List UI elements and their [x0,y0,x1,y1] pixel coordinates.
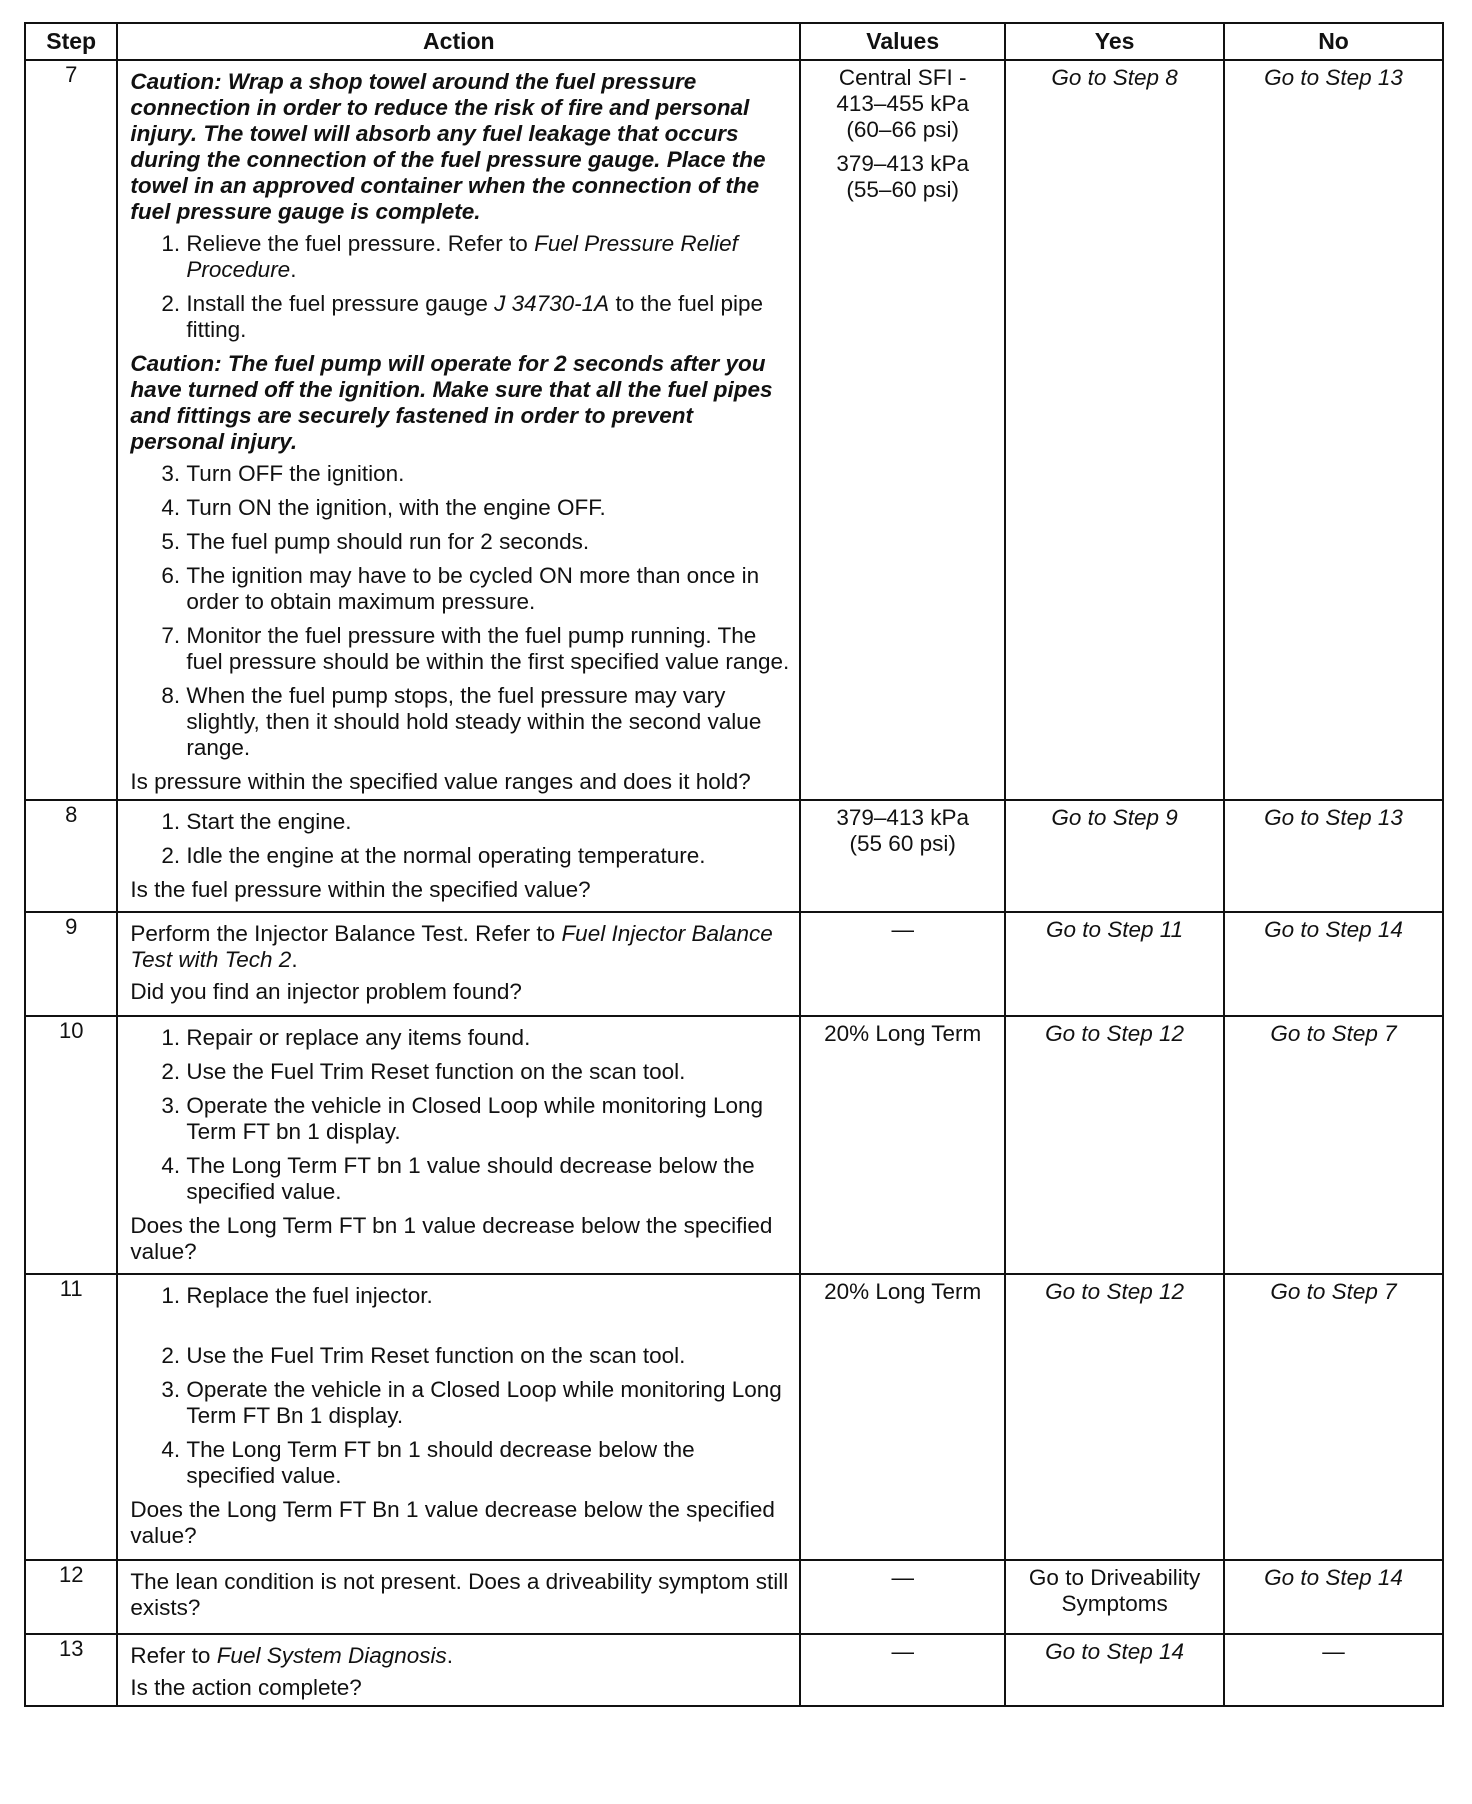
header-values: Values [800,23,1005,60]
step-number: 11 [25,1274,117,1560]
instruction-text: Perform the Injector Balance Test. Refer to Fuel Injector Balance Test with Tech 2. [130,921,773,972]
value-line: 413–455 kPa [836,91,969,116]
values-cell [800,60,1005,800]
list-item: 1. Start the engine. [186,809,789,835]
table-row-step-9 [25,912,1443,1016]
instruction-text: Refer to Fuel System Diagnosis. [130,1643,454,1668]
no-cell: Go to Step 14 [1224,912,1443,1016]
yes-cell: Go to Step 11 [1005,912,1224,1016]
step-number: 7 [25,60,117,800]
action-list [130,231,789,343]
procedure-reference: Fuel Pressure Relief Procedure [186,231,738,282]
action-cell [117,1560,800,1634]
value-line: (60–66 psi) [846,117,959,142]
action-cell [117,1016,800,1274]
values-cell: 20% Long Term [800,1274,1005,1560]
action-list [130,1283,789,1489]
action-cell [117,1274,800,1560]
no-cell: Go to Step 7 [1224,1274,1443,1560]
header-no: No [1224,23,1443,60]
table-row-step-10 [25,1016,1443,1274]
diagnostic-table [24,22,1444,1707]
caution-text: Caution: Wrap a shop towel around the fuel pressure connection in order to reduce the risk of fire and personal injury. The towel will absorb any fuel leakage that occurs during the connection of the fuel pressure gauge. Place the towel in an approved container when the connection of the fuel pressure gauge is complete. [130,69,766,224]
action-cell [117,60,800,800]
value-line: (55 60 psi) [849,831,956,856]
list-item: 3. Operate the vehicle in a Closed Loop while monitoring Long Term FT Bn 1 display. [186,1377,789,1429]
list-item: 2. Install the fuel pressure gauge J 34730-1A to the fuel pipe fitting. [186,291,789,343]
yes-cell: Go to Step 9 [1005,800,1224,912]
step-number: 8 [25,800,117,912]
question-text: Is the action complete? [130,1675,362,1700]
no-cell: — [1224,1634,1443,1706]
list-item: 8. When the fuel pump stops, the fuel pressure may vary slightly, then it should hold steady within the second value range. [186,683,789,761]
table-row-step-7 [25,60,1443,800]
list-item: 4. The Long Term FT bn 1 should decrease below the specified value. [186,1437,789,1489]
yes-line: Go to Driveability [1028,1565,1201,1590]
list-item: 2. Use the Fuel Trim Reset function on the scan tool. [186,1059,789,1085]
table-row-step-12 [25,1560,1443,1634]
value-line: (55–60 psi) [846,177,959,202]
list-item: 2. Idle the engine at the normal operating temperature. [186,843,789,869]
procedure-reference: Fuel Injector Balance Test with Tech 2 [130,921,773,972]
list-item: 1. Repair or replace any items found. [186,1025,789,1051]
header-row [25,23,1443,60]
yes-cell: Go to Step 12 [1005,1016,1224,1274]
procedure-reference: Fuel System Diagnosis [216,1643,447,1668]
question-text: Is pressure within the specified value ranges and does it hold? [130,769,751,794]
list-item: 6. The ignition may have to be cycled ON more than once in order to obtain maximum pressure. [186,563,789,615]
list-item: 4. Turn ON the ignition, with the engine OFF. [186,495,789,521]
yes-cell: Go to Step 14 [1005,1634,1224,1706]
no-cell: Go to Step 13 [1224,60,1443,800]
question-text: Did you find an injector problem found? [130,979,522,1004]
no-cell: Go to Step 14 [1224,1560,1443,1634]
header-yes: Yes [1005,23,1224,60]
question-text: Is the fuel pressure within the specified value? [130,877,591,902]
yes-cell [1005,1560,1224,1634]
action-cell [117,800,800,912]
list-item: 7. Monitor the fuel pressure with the fuel pump running. The fuel pressure should be within the first specified value range. [186,623,789,675]
no-cell: Go to Step 13 [1224,800,1443,912]
question-text: Does the Long Term FT Bn 1 value decrease below the specified value? [130,1497,775,1548]
value-line: 379–413 kPa [836,805,969,830]
list-item: 3. Operate the vehicle in Closed Loop while monitoring Long Term FT bn 1 display. [186,1093,789,1145]
step-number: 12 [25,1560,117,1634]
list-item: 1. Replace the fuel injector. [186,1283,789,1309]
tool-reference: J 34730-1A [494,291,610,316]
table-row-step-8 [25,800,1443,912]
action-list [130,809,789,869]
step-number: 10 [25,1016,117,1274]
action-cell [117,912,800,1016]
question-text: Does the Long Term FT bn 1 value decrease below the specified value? [130,1213,773,1264]
step-number: 13 [25,1634,117,1706]
values-cell [800,800,1005,912]
instruction-text: The lean condition is not present. Does a driveability symptom still exists? [130,1569,789,1620]
list-item: 5. The fuel pump should run for 2 seconds. [186,529,789,555]
list-item: 1. Relieve the fuel pressure. Refer to Fuel Pressure Relief Procedure. [186,231,789,283]
list-item: 4. The Long Term FT bn 1 value should decrease below the specified value. [186,1153,789,1205]
caution-text: Caution: The fuel pump will operate for 2 seconds after you have turned off the ignition. Make sure that all the fuel pipes and fittings are securely fastened in order to prevent personal injury. [130,351,773,454]
header-step: Step [25,23,117,60]
action-list [130,1025,789,1205]
value-line: 379–413 kPa [836,151,969,176]
table-row-step-13 [25,1634,1443,1706]
values-cell: — [800,1634,1005,1706]
step-number: 9 [25,912,117,1016]
list-item: 3. Turn OFF the ignition. [186,461,789,487]
table-row-step-11 [25,1274,1443,1560]
values-cell: — [800,912,1005,1016]
values-cell: — [800,1560,1005,1634]
action-list [130,461,789,761]
values-cell: 20% Long Term [800,1016,1005,1274]
header-action: Action [117,23,800,60]
action-cell [117,1634,800,1706]
value-line: Central SFI - [838,65,967,90]
yes-line: Symptoms [1061,1591,1168,1616]
yes-cell: Go to Step 12 [1005,1274,1224,1560]
yes-cell: Go to Step 8 [1005,60,1224,800]
list-item: 2. Use the Fuel Trim Reset function on the scan tool. [186,1343,789,1369]
no-cell: Go to Step 7 [1224,1016,1443,1274]
